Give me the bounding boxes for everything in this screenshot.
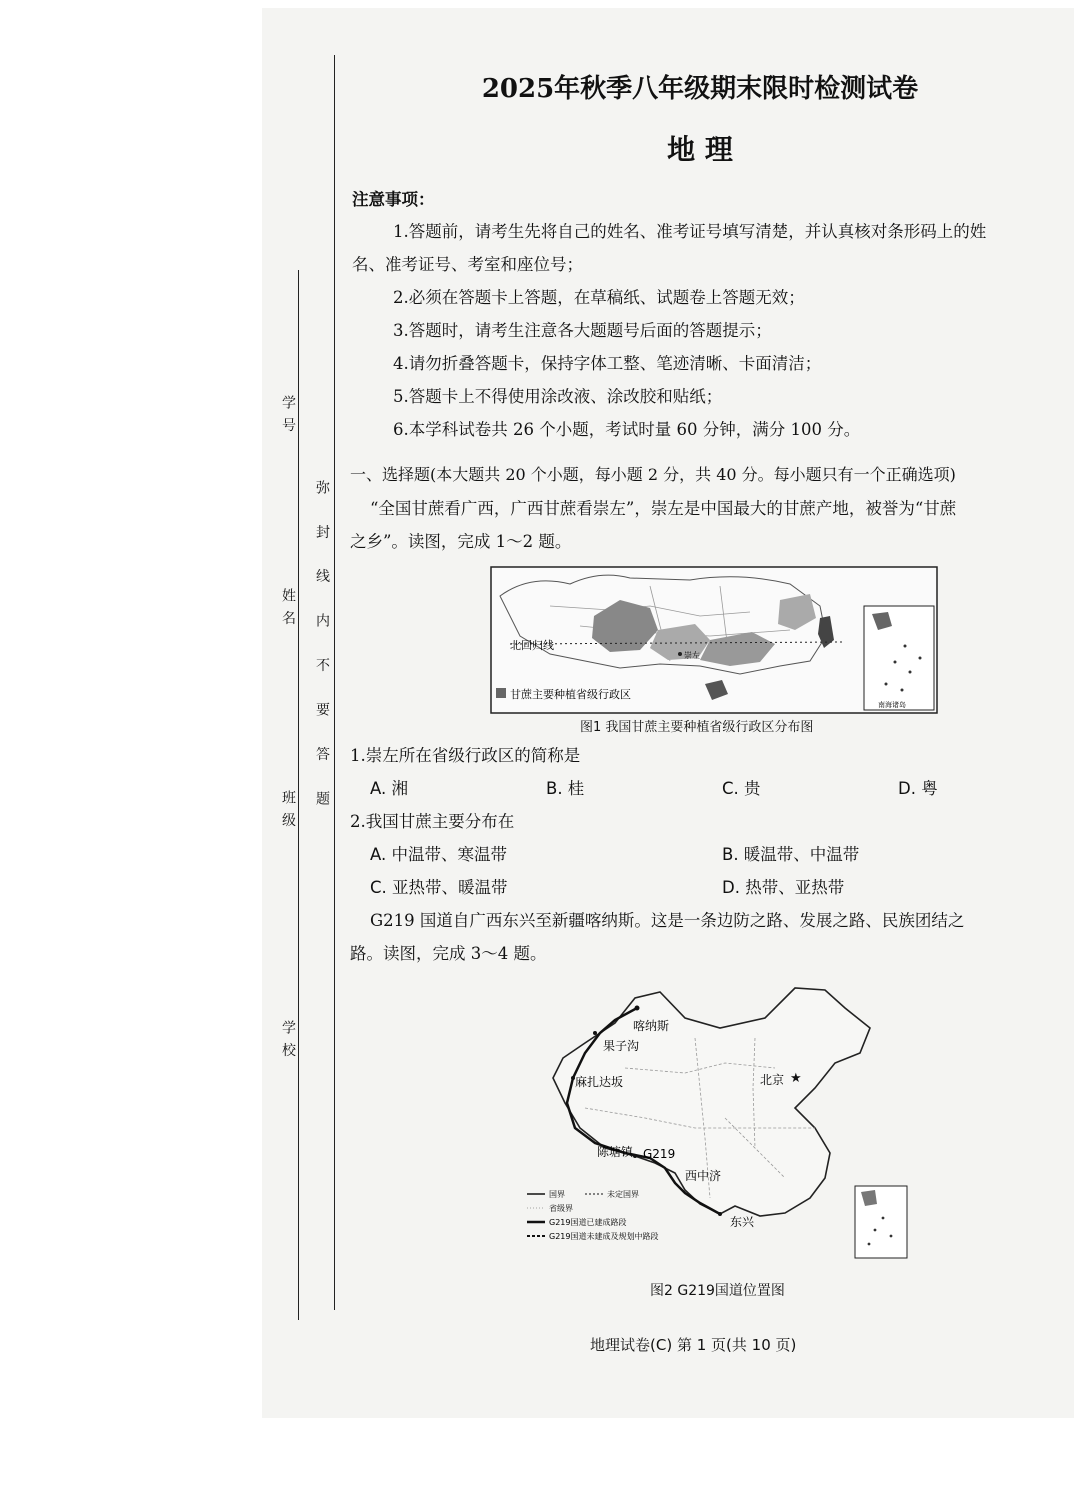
chongzuo-point bbox=[678, 652, 682, 656]
label-dongxing: 东兴 bbox=[730, 1215, 755, 1229]
legend-provincial-border: 省级界 bbox=[549, 1204, 573, 1213]
page-footer: 地理试卷(C) 第 1 页(共 10 页) bbox=[590, 1336, 797, 1354]
chongzuo-label: 崇左 bbox=[684, 651, 700, 660]
question-1-stem: 1.崇左所在省级行政区的简称是 bbox=[350, 746, 581, 765]
legend-undetermined-border: 未定国界 bbox=[607, 1190, 639, 1199]
q2-option-c[interactable]: C. 亚热带、暖温带 bbox=[370, 878, 508, 897]
note-item: 3.答题时，请考生注意各大题题号后面的答题提示； bbox=[393, 321, 772, 340]
q1-option-b[interactable]: B. 桂 bbox=[546, 779, 585, 798]
legend-road-planned: G219国道未建成及规划中路段 bbox=[549, 1232, 659, 1241]
label-beijing: 北京 bbox=[760, 1073, 785, 1087]
name-label: 姓 名 bbox=[280, 588, 296, 627]
q2-option-a[interactable]: A. 中温带、寒温带 bbox=[370, 845, 507, 864]
note-item: 6.本学科试卷共 26 个小题，考试时量 60 分钟，满分 100 分。 bbox=[393, 420, 861, 439]
legend-swatch bbox=[496, 688, 506, 698]
q1-option-c[interactable]: C. 贵 bbox=[722, 779, 761, 798]
note-item: 5.答题卡上不得使用涂改液、涂改胶和贴纸； bbox=[393, 387, 723, 406]
label-g219: G219 bbox=[643, 1147, 676, 1161]
inset-label: 南海诸岛 bbox=[878, 701, 906, 709]
note-item: 1.答题前，请考生先将自己的姓名、准考证号填写清楚，并认真核对条形码上的姓 bbox=[393, 222, 987, 241]
note-item: 4.请勿折叠答题卡，保持字体工整、笔迹清晰、卡面清洁； bbox=[393, 354, 822, 373]
binding-line-inner bbox=[334, 55, 335, 1310]
binding-line-outer bbox=[298, 270, 299, 1320]
legend-national-border: 国界 bbox=[549, 1190, 565, 1199]
label-kanas: 喀纳斯 bbox=[633, 1019, 670, 1033]
class-label: 班 级 bbox=[280, 790, 296, 829]
intro-text: 路。读图，完成 3～4 题。 bbox=[350, 944, 547, 963]
g219-map bbox=[525, 978, 910, 1263]
svg-text:★: ★ bbox=[790, 1071, 802, 1086]
label-guozigou: 果子沟 bbox=[603, 1039, 640, 1053]
q2-option-d[interactable]: D. 热带、亚热带 bbox=[722, 878, 845, 897]
legend-label: 甘蔗主要种植省级行政区 bbox=[510, 688, 631, 701]
q2-option-b[interactable]: B. 暖温带、中温带 bbox=[722, 845, 860, 864]
label-xizhong: 西中济 bbox=[685, 1169, 722, 1183]
note-item: 名、准考证号、考室和座位号； bbox=[352, 255, 583, 274]
figure1-caption: 图1 我国甘蔗主要种植省级行政区分布图 bbox=[580, 720, 814, 735]
sugarcane-map bbox=[490, 566, 938, 714]
subject-title: 地 理 bbox=[667, 133, 733, 166]
q1-option-d[interactable]: D. 粤 bbox=[898, 779, 938, 798]
intro-text: 之乡”。读图，完成 1～2 题。 bbox=[350, 532, 572, 551]
question-2-stem: 2.我国甘蔗主要分布在 bbox=[350, 812, 515, 831]
q1-option-a[interactable]: A. 湘 bbox=[370, 779, 408, 798]
seal-warning: 弥 封 线 内 不 要 答 题 bbox=[314, 480, 330, 819]
intro-text: G219 国道自广西东兴至新疆喀纳斯。这是一条边防之路、发展之路、民族团结之 bbox=[370, 911, 965, 930]
tropic-label: 北回归线 bbox=[510, 639, 554, 652]
figure2-caption: 图2 G219国道位置图 bbox=[650, 1283, 785, 1299]
inset-frame bbox=[864, 606, 934, 710]
notes-heading: 注意事项： bbox=[352, 190, 435, 209]
label-mazhadaban: 麻扎达坂 bbox=[575, 1075, 624, 1089]
section-heading: 一、选择题(本大题共 20 个小题，每小题 2 分，共 40 分。每小题只有一个正确选项) bbox=[350, 465, 956, 484]
exam-title: 2025年秋季八年级期末限时检测试卷 bbox=[481, 74, 919, 104]
label-chentang: 陈塘镇 bbox=[597, 1145, 634, 1159]
student-no-label: 学 号 bbox=[280, 395, 296, 434]
intro-text: “全国甘蔗看广西，广西甘蔗看崇左”，崇左是中国最大的甘蔗产地，被誉为“甘蔗 bbox=[370, 499, 957, 518]
note-item: 2.必须在答题卡上答题，在草稿纸、试题卷上答题无效； bbox=[393, 288, 805, 307]
legend-road-built: G219国道已建成路段 bbox=[549, 1218, 627, 1227]
school-label: 学 校 bbox=[280, 1020, 296, 1059]
